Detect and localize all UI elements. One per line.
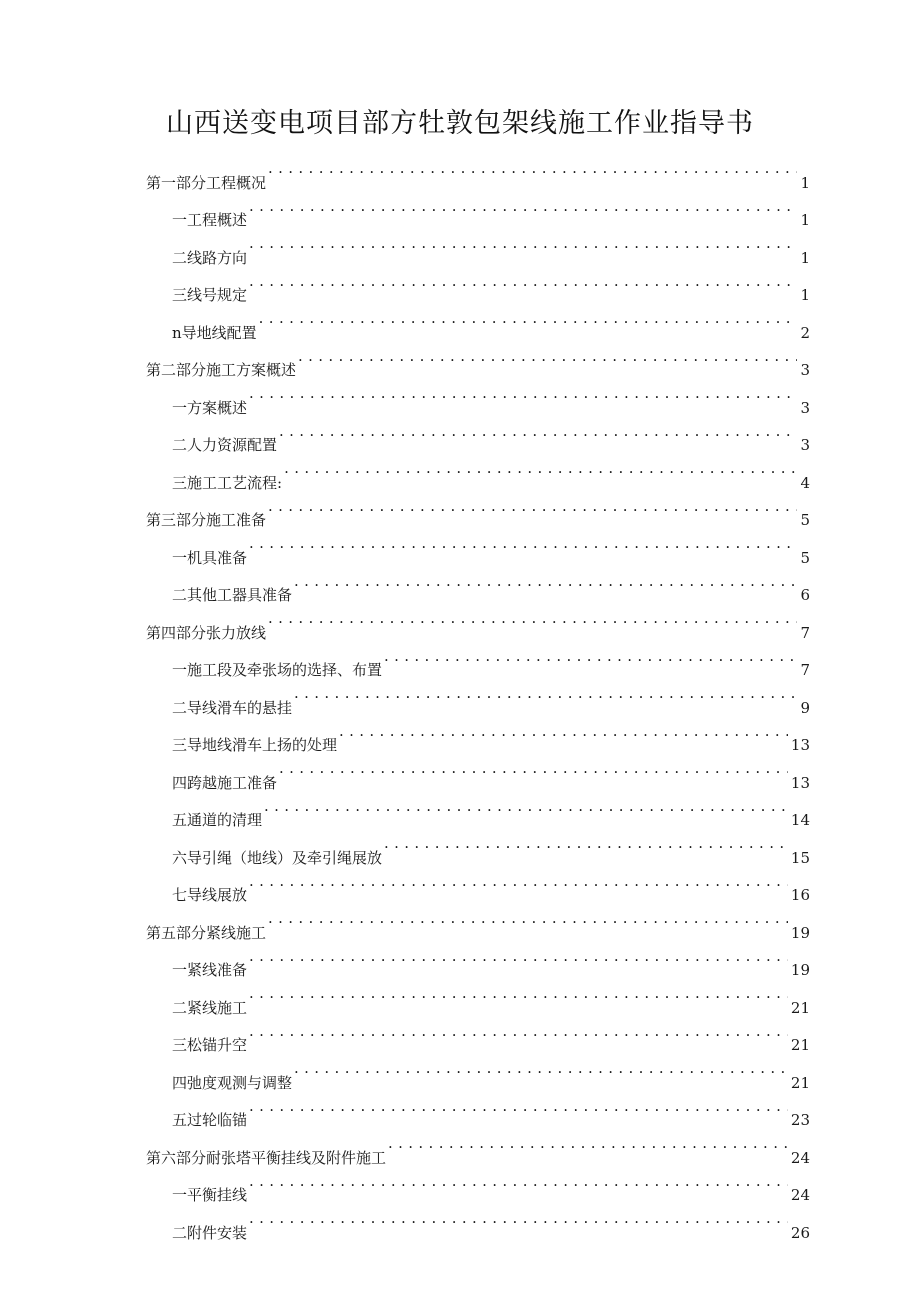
toc-dot-leader — [264, 788, 788, 826]
toc-entry-label: 第三部分施工准备 — [146, 511, 267, 529]
toc-dot-leader — [249, 1200, 788, 1238]
toc-dot-leader — [294, 563, 797, 601]
document-title: 山西送变电项目部方牡敦包架线施工作业指导书 — [166, 108, 754, 139]
toc-dot-leader — [249, 525, 797, 563]
toc-entry-label: 三线号规定 — [172, 286, 248, 304]
toc-dot-leader — [249, 975, 788, 1013]
toc-entry-label: 第一部分工程概况 — [146, 173, 267, 192]
table-of-contents — [146, 150, 810, 1242]
toc-entry-label: n导地线配置 — [172, 323, 257, 342]
toc-entry-label: 二附件安装 — [172, 1223, 248, 1242]
toc-entry-page-number: 15 — [790, 848, 810, 867]
toc-entry-label: 第四部分张力放线 — [146, 623, 267, 642]
toc-entry-label: 二导线滑车的悬挂 — [172, 698, 293, 717]
toc-entry-label: 一工程概述 — [172, 211, 248, 229]
toc-dot-leader — [268, 900, 788, 938]
toc-entry-page-number: 6 — [800, 586, 810, 604]
toc-section-entry[interactable] — [146, 150, 810, 192]
toc-dot-leader — [249, 375, 797, 413]
toc-entry-page-number: 13 — [790, 736, 810, 754]
toc-entry-page-number: 19 — [790, 923, 810, 942]
toc-entry-label: 七导线展放 — [172, 886, 248, 904]
toc-entry-page-number: 5 — [800, 548, 810, 567]
toc-entry-page-number: 23 — [790, 1111, 810, 1129]
toc-entry-label: 一施工段及牵张场的选择、布置 — [172, 661, 383, 679]
toc-dot-leader — [249, 1013, 788, 1051]
toc-entry-label: 二人力资源配置 — [172, 436, 278, 454]
toc-dot-leader — [249, 225, 797, 263]
toc-entry-page-number: 1 — [800, 248, 810, 267]
toc-entry-page-number: 26 — [790, 1223, 810, 1242]
toc-entry-label: 一机具准备 — [172, 548, 248, 567]
toc-dot-leader — [249, 938, 788, 976]
toc-entry-page-number: 14 — [790, 811, 810, 829]
toc-entry-page-number: 4 — [800, 473, 810, 492]
toc-entry-label: 一紧线准备 — [172, 961, 248, 979]
toc-entry-label: 二其他工器具准备 — [172, 586, 293, 604]
toc-entry-page-number: 24 — [790, 1186, 810, 1204]
toc-dot-leader — [268, 600, 797, 638]
toc-entry-label: 五通道的清理 — [172, 811, 263, 829]
toc-entry-page-number: 5 — [800, 511, 810, 529]
toc-entry-page-number: 21 — [790, 1036, 810, 1054]
toc-entry-label: 五过轮临锚 — [172, 1111, 248, 1129]
toc-entry-label: 三导地线滑车上扬的处理 — [172, 736, 338, 754]
toc-entry-label: 一平衡挂线 — [172, 1186, 248, 1204]
toc-dot-leader — [268, 488, 797, 526]
toc-entry-page-number: 21 — [790, 1073, 810, 1092]
toc-entry-label: 二紧线施工 — [172, 998, 248, 1017]
toc-entry-label: 一方案概述 — [172, 398, 248, 417]
toc-dot-leader — [388, 1125, 788, 1163]
toc-entry-label: 四跨越施工准备 — [172, 773, 278, 792]
toc-entry-page-number: 13 — [790, 773, 810, 792]
toc-dot-leader — [279, 413, 797, 451]
toc-dot-leader — [284, 450, 797, 488]
toc-entry-label: 第五部分紧线施工 — [146, 923, 267, 942]
toc-entry-page-number: 1 — [800, 211, 810, 229]
toc-dot-leader — [339, 713, 788, 751]
toc-dot-leader — [249, 263, 797, 301]
toc-dot-leader — [249, 863, 788, 901]
toc-entry-page-number: 7 — [800, 661, 810, 679]
toc-entry-page-number: 9 — [800, 698, 810, 717]
toc-entry-page-number: 1 — [800, 173, 810, 192]
toc-entry-page-number: 7 — [800, 623, 810, 642]
toc-dot-leader — [249, 1163, 788, 1201]
toc-entry-page-number: 3 — [800, 436, 810, 454]
toc-entry-page-number: 24 — [790, 1148, 810, 1167]
toc-dot-leader — [384, 825, 788, 863]
toc-entry-label: 第二部分施工方案概述 — [146, 361, 297, 379]
toc-entry-label: 三施工工艺流程: — [172, 473, 283, 492]
toc-entry-label: 二线路方向 — [172, 248, 248, 267]
toc-entry-page-number: 3 — [800, 361, 810, 379]
toc-entry-page-number: 2 — [800, 323, 810, 342]
toc-entry-label: 三松锚升空 — [172, 1036, 248, 1054]
toc-entry-label: 四弛度观测与调整 — [172, 1073, 293, 1092]
toc-dot-leader — [249, 188, 797, 226]
toc-entry-page-number: 19 — [790, 961, 810, 979]
toc-dot-leader — [384, 638, 797, 676]
toc-entry-label: 第六部分耐张塔平衡挂线及附件施工 — [146, 1148, 387, 1167]
toc-dot-leader — [294, 1050, 788, 1088]
toc-entry-label: 六导引绳（地线）及牵引绳展放 — [172, 848, 383, 867]
toc-dot-leader — [268, 150, 797, 188]
toc-entry-page-number: 1 — [800, 286, 810, 304]
toc-entry-page-number: 21 — [790, 998, 810, 1017]
toc-entry-page-number: 16 — [790, 886, 810, 904]
toc-dot-leader — [294, 675, 797, 713]
toc-dot-leader — [249, 1088, 788, 1126]
toc-dot-leader — [259, 300, 797, 338]
toc-dot-leader — [298, 338, 797, 376]
toc-dot-leader — [279, 750, 788, 788]
toc-entry-page-number: 3 — [800, 398, 810, 417]
